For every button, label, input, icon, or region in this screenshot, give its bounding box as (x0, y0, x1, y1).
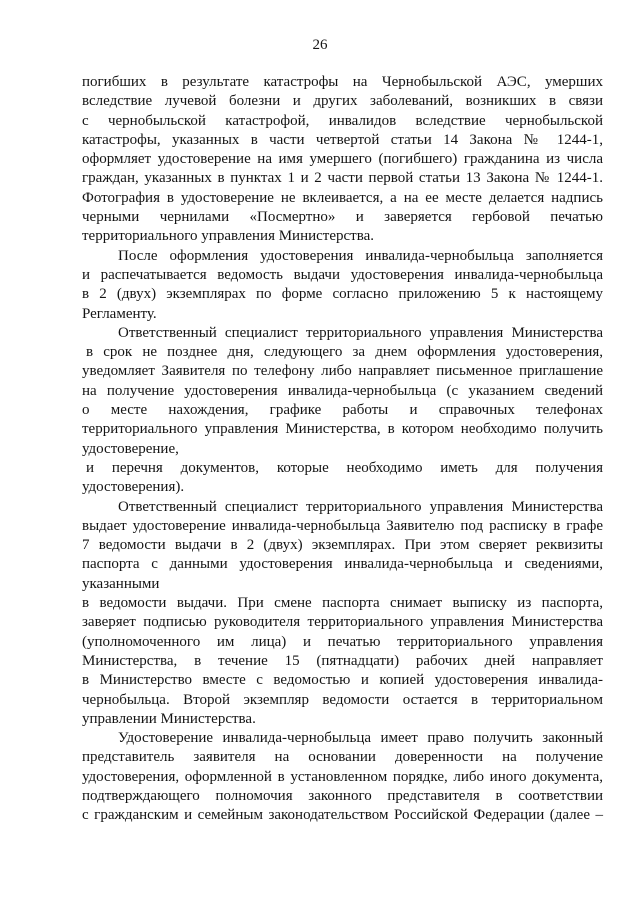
text-line: паспорта с данными удостоверения инвалида-чернобыльца и сведениями, (82, 556, 603, 573)
text-line: в срок не позднее дня, следующего за днем оформления удостоверения, (86, 344, 603, 361)
text-line: катастрофы, указанных в части четвертой статьи 14 Закона № 1244-1, (82, 131, 603, 148)
paragraph-first-line: Ответственный специалист территориального управления Министерства (118, 324, 603, 341)
text-line: граждан, указанных в пунктах 1 и 2 части первой статьи 13 Закона № 1244-1. (82, 170, 603, 187)
text-line: удостоверения, оформленной в установленном порядке, либо иного документа, (82, 768, 603, 785)
text-line: Фотография в удостоверение не вклеивается, а на ее месте делается надпись (82, 189, 603, 206)
text-line: погибших в результате катастрофы на Чернобыльской АЭС, умерших (82, 74, 603, 90)
paragraph-first-line: Ответственный специалист территориального управления Министерства (118, 498, 603, 515)
text-line: Регламенту. (82, 305, 157, 322)
text-line: удостоверения). (82, 479, 185, 496)
text-line: чернобыльца. Второй экземпляр ведомости остается в территориальном (82, 691, 603, 708)
text-line: вследствие лучевой болезни и других заболеваний, возникших в связи (82, 93, 603, 110)
text-line: удостоверение, (82, 440, 179, 457)
text-line: на получение удостоверения инвалида-чернобыльца (с указанием сведений (82, 382, 603, 399)
text-line: указанными (82, 575, 160, 592)
text-line: территориального управления Министерства. (82, 228, 375, 245)
paragraph-first-line: После оформления удостоверения инвалида-чернобыльца заполняется (118, 247, 603, 264)
text-line: с гражданским и семейным законодательством Российской Федерации (далее – (82, 807, 603, 824)
text-line: в 2 (двух) экземплярах по форме согласно приложению 5 к настоящему (82, 286, 603, 303)
text-line: территориального управления Министерства, в котором необходимо получить (82, 421, 603, 438)
text-line: и перечня документов, которые необходимо иметь для получения (86, 459, 603, 476)
text-line: заверяет подписью руководителя территориального управления Министерства (82, 614, 603, 631)
text-line: Министерства, в течение 15 (пятнадцати) рабочих дней направляет (82, 652, 603, 669)
text-line: управлении Министерства. (82, 710, 256, 727)
text-line: и распечатывается ведомость выдачи удостоверения инвалида-чернобыльца (82, 266, 603, 283)
text-line: оформляет удостоверение на имя умершего (погибшего) гражданина из числа (82, 151, 603, 168)
text-line: с чернобыльской катастрофой, инвалидов вследствие чернобыльской (82, 112, 603, 129)
document-body (82, 73, 603, 826)
text-line: представитель заявителя на основании доверенности на получение (82, 749, 603, 766)
paragraph-first-line: Удостоверение инвалида-чернобыльца имеет право получить законный (118, 730, 603, 747)
text-line: 7 ведомости выдачи в 2 (двух) экземплярах. При этом сверяет реквизиты (82, 537, 603, 554)
text-line: черными чернилами «Посмертно» и заверяется гербовой печатью (82, 209, 603, 226)
text-line: (уполномоченного им лица) и печатью территориального управления (82, 633, 603, 650)
page-number: 26 (312, 37, 328, 53)
text-line: в Министерство вместе с ведомостью и копией удостоверения инвалида- (82, 672, 603, 689)
text-line: уведомляет Заявителя по телефону либо направляет письменное приглашение (82, 363, 603, 380)
text-line: подтверждающего полномочия законного представителя в соответствии (82, 787, 603, 804)
text-line: в ведомости выдачи. При смене паспорта снимает выписку из паспорта, (82, 595, 603, 612)
text-line: о месте нахождения, графике работы и справочных телефонах (82, 402, 603, 419)
text-line: выдает удостоверение инвалида-чернобыльца Заявителю под расписку в графе (82, 517, 603, 534)
